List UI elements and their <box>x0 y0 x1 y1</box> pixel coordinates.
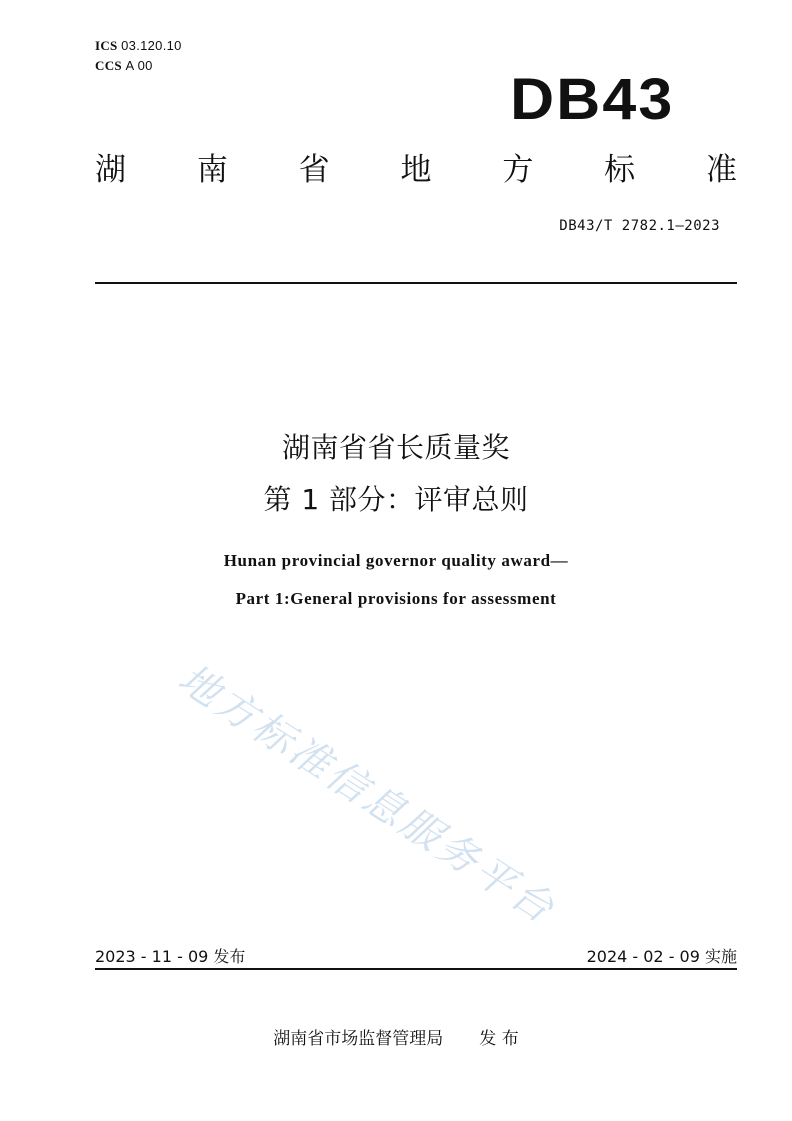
standard-type-char: 南 <box>196 152 228 188</box>
top-divider <box>95 282 737 284</box>
publisher <box>0 1024 792 1049</box>
implementation-date: 2024 - 02 - 09 实施 <box>586 947 737 966</box>
cn-title-line2: 第 1 部分：评审总则 <box>263 483 529 516</box>
watermark: 地方标准信息服务平台 <box>170 655 565 934</box>
standard-type-char: 地 <box>400 152 432 188</box>
standard-type-char: 方 <box>502 152 534 188</box>
cn-title-line1: 湖南省省长质量奖 <box>281 431 510 464</box>
ics-label: ICS <box>95 38 118 53</box>
bottom-divider <box>95 968 737 970</box>
ics-code <box>95 38 182 54</box>
ccs-label: CCS <box>95 58 122 73</box>
standard-type <box>95 148 737 192</box>
en-title-line2: Part 1:General provisions for assessment <box>235 589 557 608</box>
ics-value: 03.120.10 <box>121 38 182 53</box>
en-title-line1: Hunan provincial governor quality award— <box>223 551 569 570</box>
publisher-name: 湖南省市场监督管理局 <box>273 1029 444 1049</box>
standard-type-char: 湖 <box>95 152 126 188</box>
standard-number: DB43/T 2782.1—2023 <box>559 218 720 234</box>
standard-type-char: 准 <box>705 152 737 188</box>
issue-date: 2023 - 11 - 09 发布 <box>95 947 246 966</box>
db43-logo: DB43 <box>509 67 674 132</box>
ccs-value: A 00 <box>125 58 153 73</box>
standard-type-char: 标 <box>604 152 636 188</box>
standard-type-char: 省 <box>298 152 330 188</box>
publisher-action: 发 布 <box>479 1029 519 1049</box>
ccs-code <box>95 58 153 74</box>
